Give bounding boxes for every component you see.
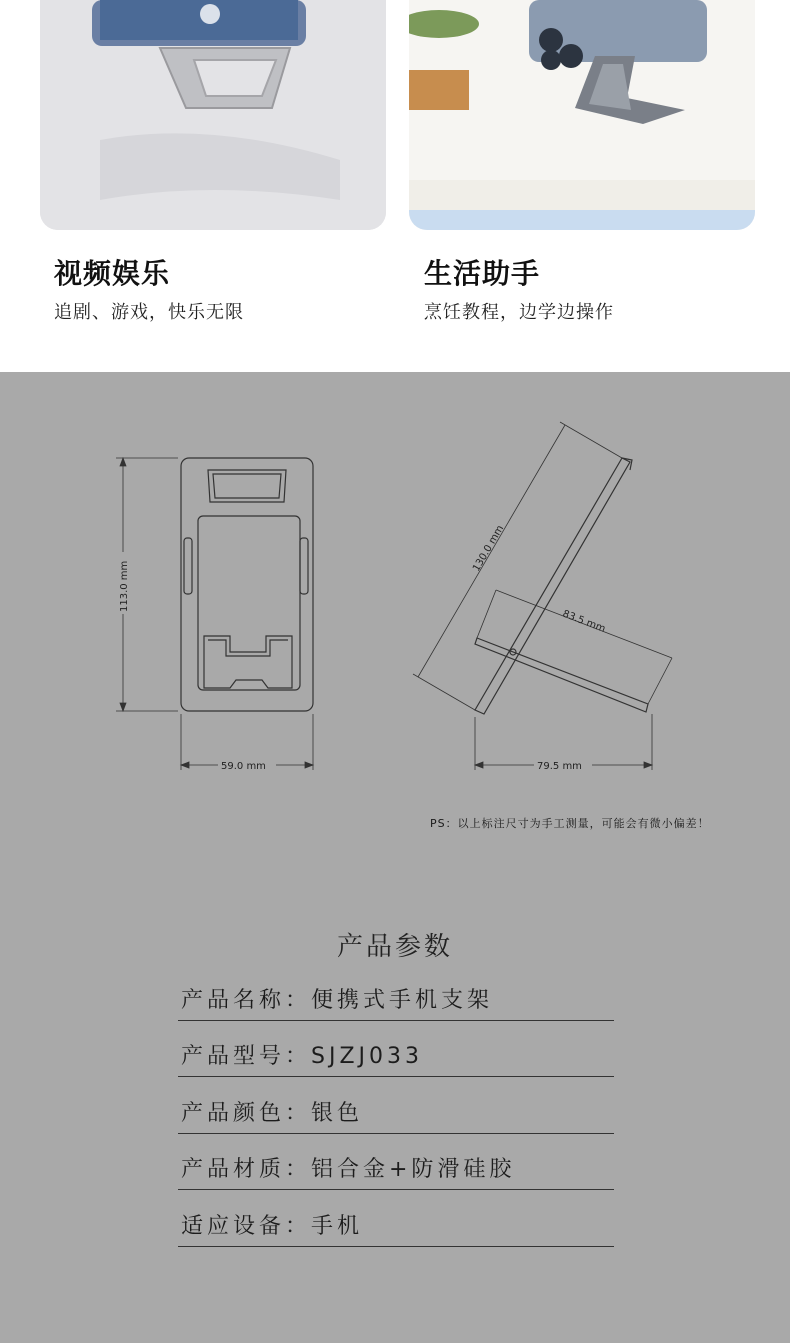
feature-section bbox=[0, 0, 790, 372]
leg-dimension-label: 83.5 mm bbox=[560, 608, 607, 635]
top-cutout bbox=[208, 470, 286, 502]
spec-row-model bbox=[178, 1032, 614, 1077]
spec-row-device bbox=[178, 1202, 614, 1247]
feature-title-video: 视频娱乐 bbox=[54, 257, 171, 290]
depth-dimension-label: 79.5 mm bbox=[537, 761, 582, 772]
inner-panel bbox=[198, 516, 300, 690]
video-entertainment-photo bbox=[40, 0, 386, 230]
feature-subtitle-video: 追剧、游戏，快乐无限 bbox=[54, 302, 244, 323]
left-pad bbox=[184, 538, 192, 594]
spec-row-text: 产品型号：SJZJ033 bbox=[181, 1044, 424, 1069]
spec-row-name bbox=[178, 976, 614, 1021]
feature-title-life: 生活助手 bbox=[424, 257, 541, 290]
slant-dimension-label: 130.0 mm bbox=[471, 523, 507, 574]
spec-row-color bbox=[178, 1089, 614, 1134]
dimension-drawing bbox=[0, 372, 790, 802]
side-back-panel bbox=[475, 458, 630, 714]
spec-row-text: 适应设备：手机 bbox=[181, 1214, 364, 1239]
measurement-note: PS：以上标注尺寸为手工测量，可能会有微小偏差！ bbox=[430, 817, 710, 830]
spec-row-material bbox=[178, 1145, 614, 1190]
height-dimension-label: 113.0 mm bbox=[119, 560, 130, 612]
hinge-cutout bbox=[204, 636, 292, 688]
width-dimension-label: 59.0 mm bbox=[221, 761, 266, 772]
life-assistant-photo bbox=[409, 0, 755, 230]
right-pad bbox=[300, 538, 308, 594]
spec-row-text: 产品名称：便携式手机支架 bbox=[181, 988, 494, 1013]
spec-section bbox=[0, 372, 790, 1343]
spec-row-text: 产品颜色：银色 bbox=[181, 1101, 364, 1126]
feature-subtitle-life: 烹饪教程，边学边操作 bbox=[424, 302, 614, 323]
side-leg bbox=[475, 638, 648, 712]
front-view-outline bbox=[181, 458, 313, 711]
stand-with-phone-image bbox=[40, 0, 386, 230]
spec-row-text: 产品材质：铝合金+防滑硅胶 bbox=[181, 1157, 516, 1182]
kitchen-stand-image bbox=[409, 0, 755, 230]
spec-title: 产品参数 bbox=[336, 932, 453, 962]
